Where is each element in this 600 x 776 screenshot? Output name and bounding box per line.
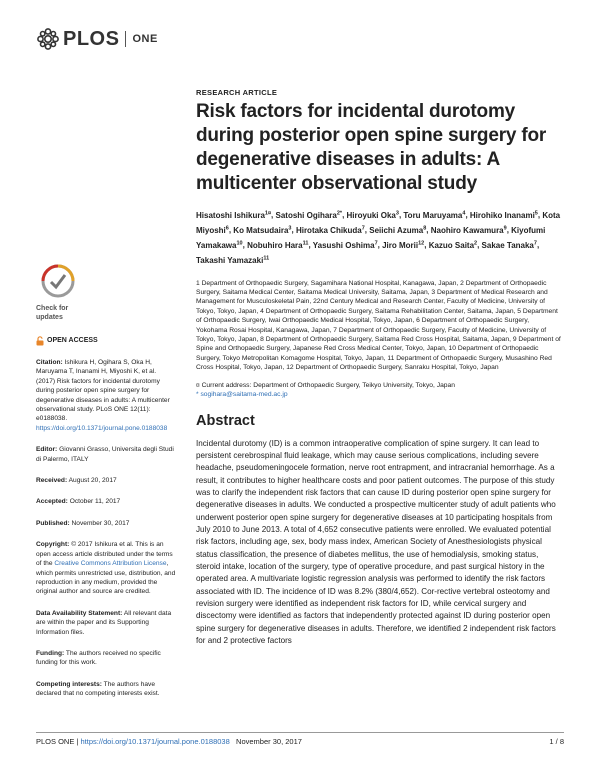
author-name: Kazuo Saita$^2$ <box>428 240 478 250</box>
article-title: Risk factors for incidental durotomy during posterior open spine surgery for degenerative diseases in adults: A multicenter observational study <box>196 101 547 194</box>
author-affiliation-marker: 1¤ <box>264 210 272 216</box>
received-date: Received: August 20, 2017 <box>36 477 117 485</box>
author-affiliation-marker: 12 <box>418 240 425 247</box>
author-name: Naohiro Kawamura$^9$ <box>430 225 507 235</box>
author-name: Hisatoshi Ishikura$^{1¤}$ <box>196 210 272 220</box>
footer-journal: PLOS ONE <box>36 737 75 746</box>
accepted-date: Accepted: October 11, 2017 <box>36 498 121 506</box>
article-main <box>196 88 562 647</box>
author-name: Ko Matsudaira$^3$ <box>233 225 292 235</box>
plos-one-logo[interactable] <box>36 26 158 52</box>
logo-divider <box>125 31 126 47</box>
funding-block: Funding: The authors received no specific funding for this work. <box>36 649 161 667</box>
corresponding-email-link[interactable]: * sogihara@saitama-med.ac.jp <box>196 391 288 399</box>
author-affiliation-marker: 11 <box>263 255 270 262</box>
author-affiliation-marker: 3 <box>395 210 399 216</box>
current-address: ¤ Current address: Department of Orthopaedic Surgery, Teikyo University, Tokyo, Japan <box>196 381 455 389</box>
author-name: Kota Miyoshi$^6$ <box>196 210 561 235</box>
copyright-block: Copyright: © 2017 Ishikura et al. This is an open access article distributed under the terms of the Creative Commons Attribution License, which permits unrestricted use, distribution, and reproduction in any medium, provided the original author and source are credited. <box>36 541 176 596</box>
affiliations: 1 Department of Orthopaedic Surgery, Sagamihara National Hospital, Kanagawa, Japan, 2 Department of Orthopaedic Surgery, Saitama Medical Center, Saitama Medical University, Saitama, Japan, 3 Department of Medical Research and Management for Musculoskeletal Pain, 22nd Century Medical and Research Center, Faculty of Medicine, University of Tokyo, Tokyo, Japan, 4 Department of Orthopaedic Surgery, Saitama Rehabilitation Center, Saitama, Japan, 5 Department of Orthopaedic Surgery, Iwai Orthopaedic Medical Hospital, Tokyo, Japan, 6 Department of Orthopaedic Surgery, Yokohama Rosai Hospital, Kanagawa, Japan, 7 Department of Orthopaedic Surgery, Faculty of Medicine, University of Tokyo, Tokyo, Japan, 8 Department of Orthopaedic Surgery, Saitama Red Cross Hospital, Saitama, Japan, 9 Department of Spine and Orthopaedic Surgery, Japanese Red Cross Medical Center, Tokyo, Japan, 10 Department of Orthopaedic Surgery, Tokyo Metropolitan Komagome Hospital, Tokyo, Japan, 11 Department of Orthopaedic Surgery, Musashino Red Cross Hospital, Tokyo, Japan, 12 Department of Orthopaedic Surgery, Sanraku Hospital, Tokyo, Japan <box>196 279 561 372</box>
check-for-updates-badge[interactable] <box>36 264 84 322</box>
editor-block: Editor: Giovanni Grasso, Universita degli Studi di Palermo, ITALY <box>36 446 174 463</box>
open-lock-icon <box>36 336 44 346</box>
competing-interests-block: Competing interests: The authors have declared that no competing interests exist. <box>36 680 160 698</box>
journal-name: ONE <box>132 33 158 45</box>
abstract-heading: Abstract <box>196 412 255 429</box>
author-affiliation-marker: 10 <box>236 240 243 247</box>
data-availability-block: Data Availability Statement: All relevant data are within the paper and its Supporting Information files. <box>36 609 172 636</box>
author-name: Hiroyuki Oka$^3$ <box>346 210 399 220</box>
author-affiliation-marker: 3 <box>288 225 292 232</box>
author-name: Toru Maruyama$^4$ <box>403 210 466 220</box>
author-name: Hirohiko Inanami$^5$ <box>469 210 538 220</box>
author-name: Satoshi Ogihara$^{2*}$ <box>275 210 343 220</box>
published-date: Published: November 30, 2017 <box>36 519 130 527</box>
author-affiliation-marker: 6 <box>225 225 229 232</box>
check-updates-icon <box>41 264 75 298</box>
footer-date: November 30, 2017 <box>236 737 302 746</box>
article-sidebar <box>36 336 176 699</box>
author-affiliation-marker: 11 <box>302 240 309 247</box>
page-footer: PLOS ONE | https://doi.org/10.1371/journal.pone.0188038 November 30, 2017 1 / 8 <box>36 737 564 746</box>
author-name: Kiyofumi Yamakawa$^{10}$ <box>196 225 546 250</box>
author-name: Nobuhiro Hara$^{11}$ <box>247 240 309 250</box>
check-updates-label: Check for updates <box>36 305 69 321</box>
author-affiliation-marker: 2 <box>474 240 478 247</box>
footer-rule <box>36 732 564 733</box>
author-affiliation-marker: 7 <box>361 225 365 232</box>
abstract-text: Incidental durotomy (ID) is a common intraoperative complication of spine surgery. It can lead to persistent cerebrospinal fluid leakage, which may cause serious complications, including severe headache, pseudomeningocele formation, nerve root entrapment, and intracranial hemorrhage. As a result, it contributes to higher healthcare costs and poor patient outcomes. The purpose of this study was to clarify the independent risk factors that can cause ID during posterior open spine surgery for degenerative diseases in adults. We conducted a prospective multicenter study of adult patients who underwent posterior open spine surgery for degenerative diseases at 10 participating hospitals from July 2010 to June 2013. A total of 4,652 consecutive patients were enrolled. We evaluated potential risk factors, including age, sex, body mass index, American Society of Anesthesiologists physical status classification, the presence of diabetes mellitus, the use of hemodialysis, smoking status, steroid intake, location of the surgery, type of operative procedure, and past surgical history in the operated area. A multivariate logistic regression analysis was performed to identify the risk factors associated with ID. The incidence of ID was 8.2% (380/4,652). Cor-rective vertebral osteotomy and revision surgery were identified as independent risk factors for ID, while cervical surgery and discectomy were identified as factors that independently protected against ID during posterior open spine surgery for degenerative diseases in adults. Therefore, we identified 2 independent risk factors for and 2 protective factors <box>196 438 556 645</box>
license-link[interactable]: Creative Commons Attribution License <box>54 560 167 568</box>
open-access-badge: OPEN ACCESS <box>36 336 176 346</box>
article-type-label: RESEARCH ARTICLE <box>196 88 278 97</box>
author-affiliation-marker: 2* <box>336 210 343 216</box>
author-notes <box>196 381 562 400</box>
author-name: Sakae Tanaka$^7$ <box>481 240 537 250</box>
author-name: Jiro Morii$^{12}$ <box>382 240 425 250</box>
author-affiliation-marker: 4 <box>462 210 466 216</box>
author-affiliation-marker: 7 <box>374 240 378 247</box>
brand-name: PLOS <box>63 27 120 50</box>
author-affiliation-marker: 7 <box>533 240 537 247</box>
author-name: Takashi Yamazaki$^{11}$ <box>196 255 270 266</box>
citation-block: Citation: Ishikura H, Ogihara S, Oka H, Maruyama T, Inanami H, Miyoshi K, et al. (2017) Risk factors for incidental durotomy during posterior open spine surgery for degenerative diseases in adults: A multicenter observational study. PLoS ONE 12(11): e0188038. https://doi.org/10.1371/journal.pone.0188038 <box>36 359 170 432</box>
author-list: Hisatoshi Ishikura$^{1¤}$, Satoshi Ogihara$^{2*}$, Hiroyuki Oka$^3$, Toru Maruyama$^4$, Hirohiko Inanami$^5$, Kota Miyoshi$^6$, Ko Matsudaira$^3$, Hirotaka Chikuda$^7$, Seiichi Azuma$^8$, Naohiro Kawamura$^9$, Kiyofumi Yamakawa$^{10}$, Nobuhiro Hara$^{11}$, Yasushi Oshima$^7$, Jiro Morii$^{12}$, Kazuo Saita$^2$, Sakae Tanaka$^7$, Takashi Yamazaki$^{11}$ <box>196 210 561 266</box>
author-name: Seiichi Azuma$^8$ <box>369 225 427 235</box>
author-affiliation-marker: 5 <box>534 210 538 216</box>
plos-flower-icon <box>36 27 60 51</box>
author-affiliation-marker: 9 <box>503 225 507 232</box>
citation-doi-link[interactable]: https://doi.org/10.1371/journal.pone.0188038 <box>36 424 168 432</box>
author-affiliation-marker: 8 <box>423 225 427 232</box>
author-name: Yasushi Oshima$^7$ <box>312 240 378 250</box>
page-number: 1 / 8 <box>549 737 564 746</box>
author-name: Hirotaka Chikuda$^7$ <box>295 225 365 235</box>
footer-doi-link[interactable]: https://doi.org/10.1371/journal.pone.0188038 <box>80 737 230 746</box>
